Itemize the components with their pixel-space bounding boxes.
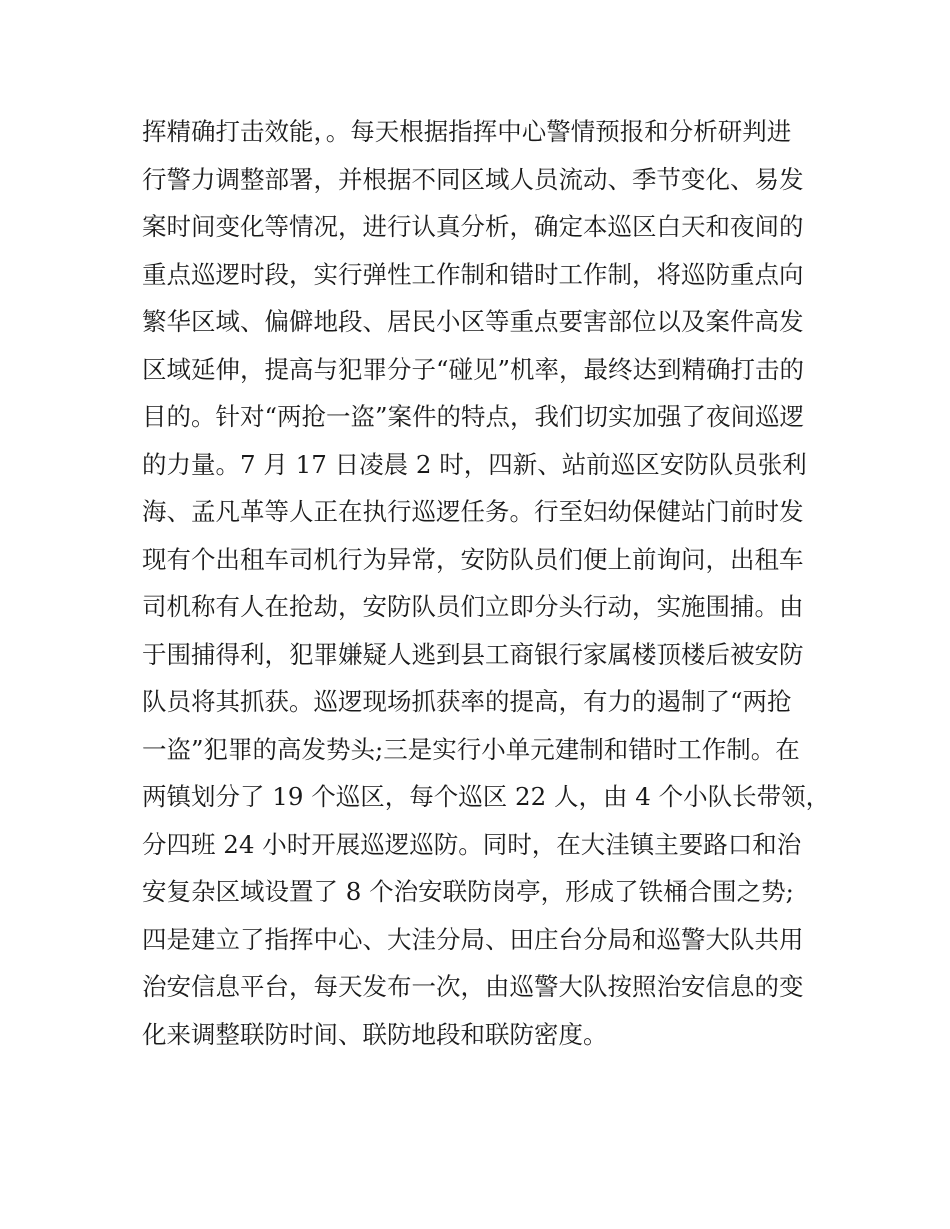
text-line-12: 于围捕得利，犯罪嫌疑人逃到县工商银行家属楼顶楼后被安防 (142, 639, 804, 669)
body-paragraph (142, 108, 831, 1058)
text-line-13: 队员将其抓获。巡逻现场抓获率的提高，有力的遏制了“两抢 (142, 687, 792, 716)
text-line-4: 重点巡逻时段，实行弹性工作制和错时工作制，将巡防重点向 (142, 259, 804, 289)
text-line-19: 治安信息平台，每天发布一次，由巡警大队按照治安信息的变 (142, 972, 804, 1001)
text-line-20: 化来调整联防时间、联防地段和联防密度。 (142, 1019, 608, 1049)
text-line-9: 海、孟凡革等人正在执行巡逻任务。行至妇幼保健站门前时发 (142, 497, 804, 526)
text-line-10: 现有个出租车司机行为异常，安防队员们便上前询问，出租车 (142, 544, 804, 574)
text-line-3: 案时间变化等情况，进行认真分析，确定本巡区白天和夜间的 (142, 212, 804, 241)
text-line-15: 两镇划分了 19 个巡区，每个巡区 22 人，由 4 个小队长带领， (142, 782, 831, 811)
text-line-11: 司机称有人在抢劫，安防队员们立即分头行动，实施围捕。由 (142, 592, 804, 621)
text-line-8: 的力量。7 月 17 日凌晨 2 时，四新、站前巡区安防队员张利 (142, 449, 807, 479)
text-line-18: 四是建立了指挥中心、大洼分局、田庄台分局和巡警大队共用 (142, 924, 804, 954)
text-line-17: 安复杂区域设置了 8 个治安联防岗亭，形成了铁桶合围之势; (142, 877, 794, 906)
text-line-6: 区域延伸，提高与犯罪分子“碰见”机率，最终达到精确打击的 (142, 354, 805, 384)
text-line-2: 行警力调整部署，并根据不同区域人员流动、季节变化、易发 (142, 164, 804, 194)
text-line-14: 一盗”犯罪的高发势头;三是实行小单元建制和错时工作制。在 (142, 734, 800, 764)
text-line-7: 目的。针对“两抢一盗”案件的特点，我们切实加强了夜间巡逻 (142, 402, 805, 431)
text-line-16: 分四班 24 小时开展巡逻巡防。同时，在大洼镇主要路口和治 (142, 829, 802, 859)
text-line-5: 繁华区域、偏僻地段、居民小区等重点要害部位以及案件高发 (142, 307, 804, 336)
text-line-1: 挥精确打击效能，。每天根据指挥中心警情预报和分析研判进 (142, 117, 792, 146)
